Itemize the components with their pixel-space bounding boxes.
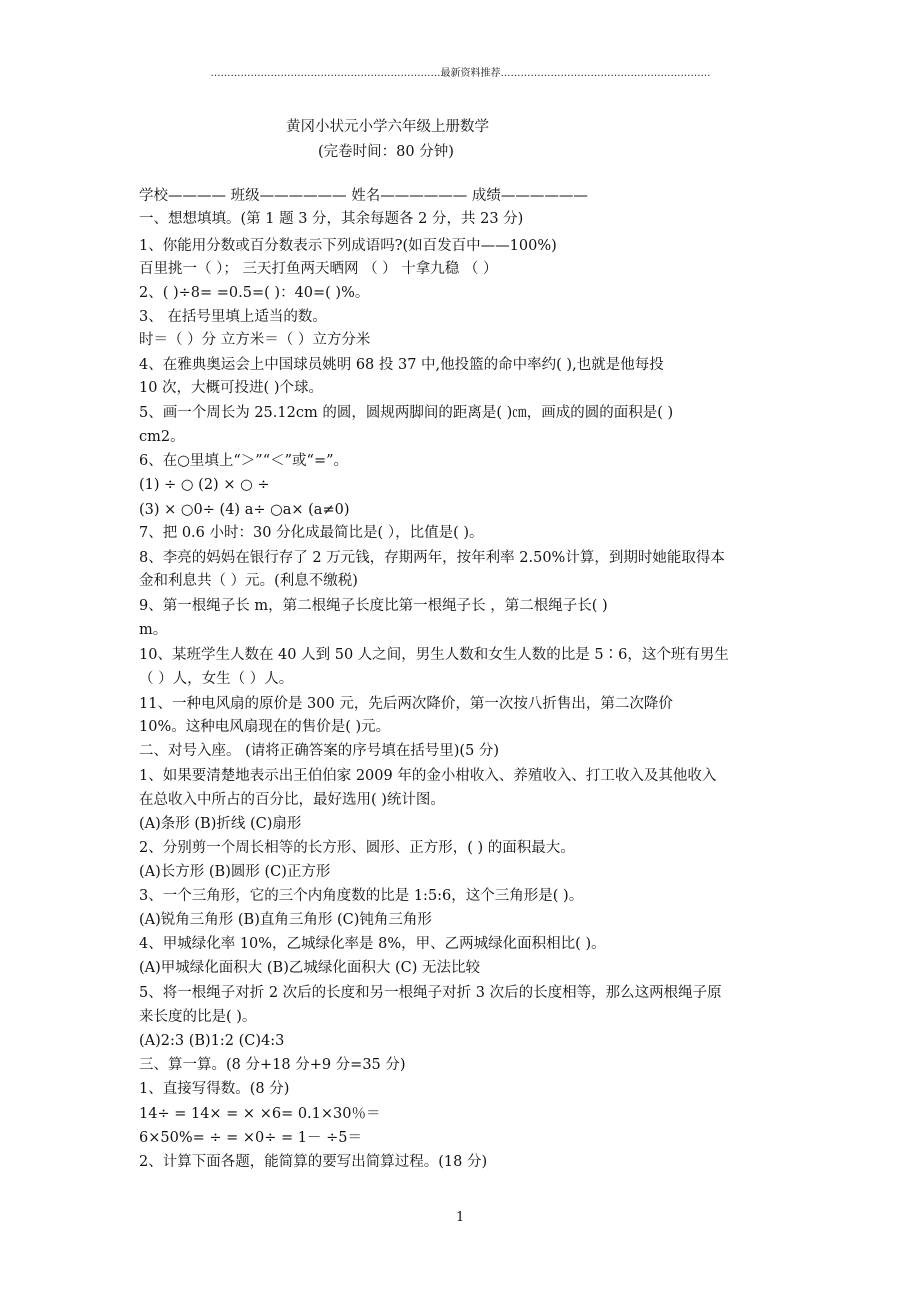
text-line: 2、分别剪一个周长相等的长方形、圆形、正方形，( ) 的面积最大。 xyxy=(139,840,575,856)
text-line: 6、在○里填上“＞”“＜”或“=”。 xyxy=(139,453,349,469)
text-line: 百里挑一（ ）； 三天打鱼两天晒网 （ ） 十拿九稳 （ ） xyxy=(139,261,498,277)
text-line: m。 xyxy=(139,622,168,638)
text-line: 学校———— 班级—————— 姓名—————— 成绩—————— xyxy=(139,188,588,204)
text-line: 3、一个三角形，它的三个内角度数的比是 1:5:6，这个三角形是( )。 xyxy=(139,888,584,904)
text-line: 2、计算下面各题，能简算的要写出简算过程。(18 分) xyxy=(139,1154,488,1170)
text-line: 8、李亮的妈妈在银行存了 2 万元钱，存期两年，按年利率 2.50%计算，到期时她能取得本 xyxy=(139,550,725,566)
text-line: 一、想想填填。(第 1 题 3 分，其余每题各 2 分，共 23 分) xyxy=(139,211,524,227)
text-line: 10、某班学生人数在 40 人到 50 人之间，男生人数和女生人数的比是 5∶6，这个班有男生 xyxy=(139,647,729,663)
text-line: cm2。 xyxy=(139,429,185,445)
text-line: 来长度的比是( )。 xyxy=(139,1009,257,1025)
text-line: 6×50%= ÷ = ×0÷ = 1－ ÷5＝ xyxy=(139,1130,362,1146)
text-line: 3、 在括号里填上适当的数。 xyxy=(139,309,327,325)
text-line: 4、甲城绿化率 10%，乙城绿化率是 8%，甲、乙两城绿化面积相比( )。 xyxy=(139,936,606,952)
text-line: （ ）人，女生（ ）人。 xyxy=(139,671,294,687)
text-line: (A)条形 (B)折线 (C)扇形 xyxy=(139,816,302,832)
text-line: 在总收入中所占的百分比，最好选用( )统计图。 xyxy=(139,792,445,808)
text-line: (A)长方形 (B)圆形 (C)正方形 xyxy=(139,864,331,880)
text-line: 1、直接写得数。(8 分) xyxy=(139,1081,290,1097)
text-line: 1、如果要清楚地表示出王伯伯家 2009 年的金小柑收入、养殖收入、打工收入及其他收入 xyxy=(139,768,717,784)
text-line: 4、在雅典奥运会上中国球员姚明 68 投 37 中,他投篮的命中率约( ),也就是他每投 xyxy=(139,357,664,373)
text-line: 二、对号入座。 (请将正确答案的序号填在括号里)(5 分) xyxy=(139,743,500,759)
text-line: 10%。这种电风扇现在的售价是( )元。 xyxy=(139,719,391,735)
page-header: ……………………………………………………………最新资料推荐……………………………………………………… xyxy=(210,68,711,79)
text-line: (3) × ○0÷ (4) a÷ ○a× (a≠0) xyxy=(139,502,350,518)
text-line: 金和利息共（ ）元。(利息不缴税) xyxy=(139,573,358,589)
text-line: 三、算一算。(8 分+18 分+9 分=35 分) xyxy=(139,1057,406,1073)
text-line: (A)锐角三角形 (B)直角三角形 (C)钝角三角形 xyxy=(139,912,432,928)
text-line: 5、画一个周长为 25.12cm 的圆，圆规两脚间的距离是( )㎝，画成的圆的面积是( ) xyxy=(139,405,674,421)
text-line: 7、把 0.6 小时：30 分化成最简比是( ），比值是( )。 xyxy=(139,525,484,541)
text-line: 时＝（ ）分 立方米＝（ ）立方分米 xyxy=(139,332,371,348)
document-subtitle: (完卷时间：80 分钟) xyxy=(318,144,454,160)
page-number: 1 xyxy=(456,1210,465,1225)
text-line: (A)甲城绿化面积大 (B)乙城绿化面积大 (C) 无法比较 xyxy=(139,960,480,976)
text-line: 11、一种电风扇的原价是 300 元，先后两次降价，第一次按八折售出，第二次降价 xyxy=(139,696,673,712)
text-line: 14÷ = 14× = × ×6= 0.1×30％＝ xyxy=(139,1106,381,1122)
document-title: 黄冈小状元小学六年级上册数学 xyxy=(286,119,489,135)
text-line: 5、将一根绳子对折 2 次后的长度和另一根绳子对折 3 次后的长度相等，那么这两根绳子原 xyxy=(139,985,722,1001)
text-line: 10 次，大概可投进( )个球。 xyxy=(139,380,323,396)
text-line: (A)2:3 (B)1:2 (C)4:3 xyxy=(139,1033,285,1049)
text-line: (1) ÷ ○ (2) × ○ ÷ xyxy=(139,477,270,493)
text-line: 1、你能用分数或百分数表示下列成语吗?(如百发百中——100%) xyxy=(139,238,557,254)
text-line: 2、( )÷8= =0.5=( )：40=( )%。 xyxy=(139,285,370,301)
text-line: 9、第一根绳子长 m，第二根绳子长度比第一根绳子长 ，第二根绳子长( ) xyxy=(139,598,608,614)
